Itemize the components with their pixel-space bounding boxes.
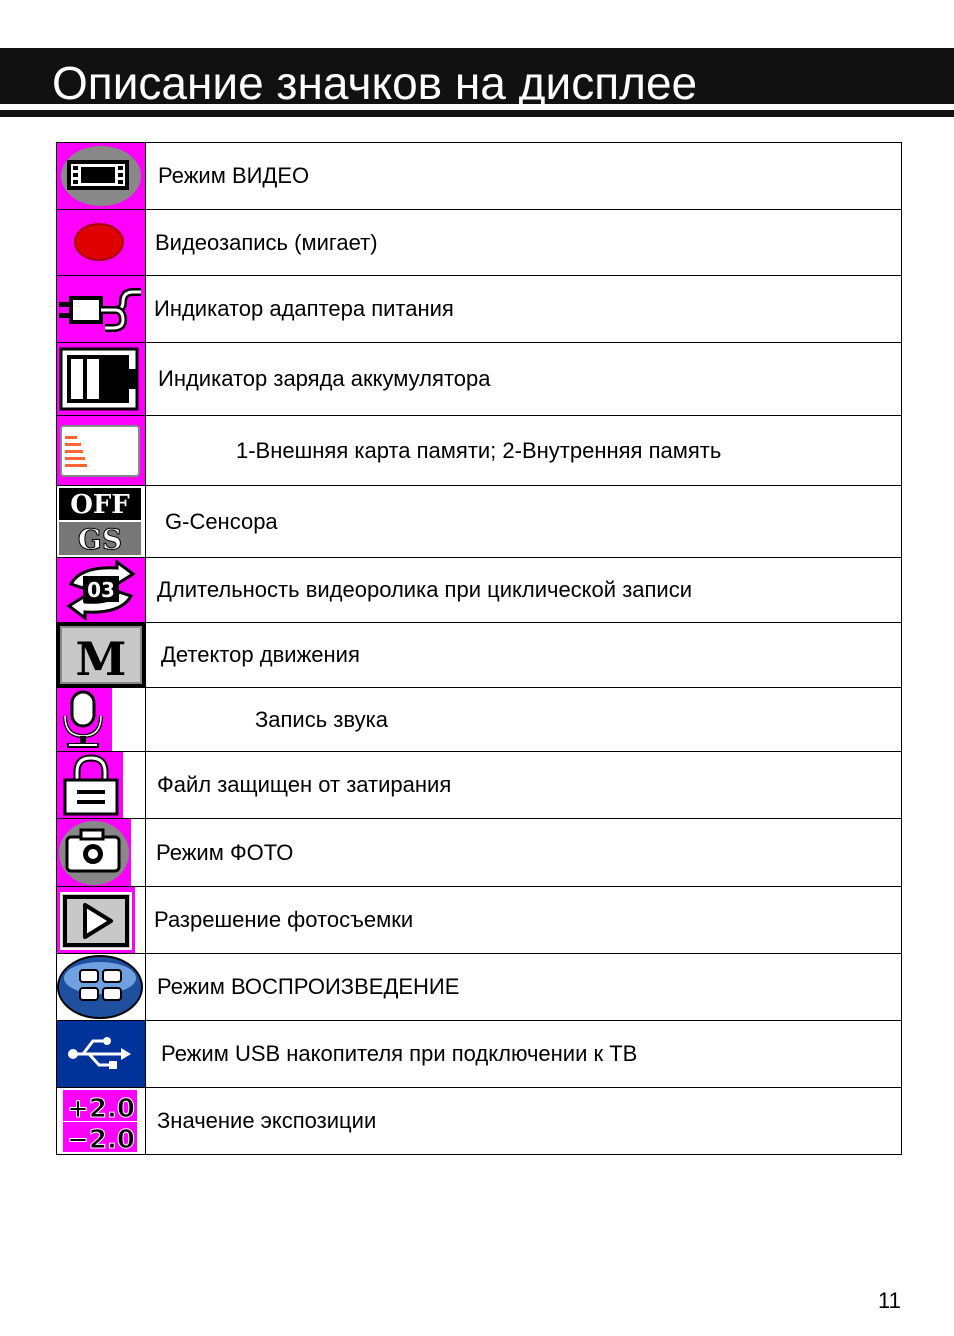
description-cell [146,623,901,687]
description-cell [146,276,901,342]
icon-cell [57,688,146,751]
table-row [57,1021,901,1088]
description-cell [146,416,901,485]
row-label: Значение экспозиции [157,1108,377,1133]
page-number: 11 [878,1288,901,1313]
recording-dot-icon [57,210,145,275]
video-mode-icon [57,143,145,209]
camera-icon [57,819,145,886]
usb-icon [57,1021,145,1087]
table-row [57,752,901,819]
row-label: Детектор движения [161,642,360,667]
row-label: Режим ВОСПРОИЗВЕДЕНИЕ [157,974,460,999]
exposure-icon [57,1088,145,1154]
table-row [57,887,901,954]
table-row [57,486,901,558]
table-row [57,343,901,416]
description-cell [146,143,901,209]
memory-card-icon [57,416,145,485]
row-label: Видеозапись (мигает) [155,229,378,255]
row-label: Индикатор адаптера питания [154,296,454,321]
description-cell [146,210,901,275]
icon-cell [57,143,146,209]
icon-cell [57,486,146,557]
row-label: Файл защищен от затирания [157,772,452,797]
icon-cell [57,954,146,1020]
icon-cell [57,1021,146,1087]
playback-mode-icon [57,954,145,1020]
description-cell [146,819,901,886]
description-cell [146,688,901,751]
row-label: G-Сенсора [165,508,278,534]
page-title: Описание значков на дисплее [52,57,698,109]
table-row [57,276,901,343]
loop-recording-icon [57,558,145,622]
description-cell [146,1021,901,1087]
description-cell [146,1088,901,1154]
icon-cell [57,887,146,953]
icon-cell [57,276,146,342]
table-row [57,143,901,210]
row-label: Длительность видеоролика при циклической записи [157,577,693,602]
icon-cell [57,210,146,275]
row-label: Запись звука [255,706,388,732]
row-label: Режим ВИДЕО [158,163,310,188]
header-underline [0,110,954,117]
motion-detector-icon [57,623,145,687]
icon-cell [57,343,146,415]
description-cell [146,887,901,953]
description-cell [146,486,901,557]
loop-duration-text: 03 [87,578,115,602]
icon-cell [57,1088,146,1154]
icon-cell [57,623,146,687]
row-label: 1-Внешняя карта памяти; 2-Внутренняя память [236,437,722,463]
description-cell [146,343,901,415]
table-row [57,688,901,752]
description-cell [146,558,901,622]
exposure-plus-text: +2.0 [67,1094,135,1124]
row-label: Разрешение фотосъемки [154,907,414,932]
table-row [57,1088,901,1155]
icon-cell [57,416,146,485]
description-cell [146,954,901,1020]
table-row [57,416,901,486]
table-row [57,623,901,688]
icon-cell [57,752,146,818]
row-label: Режим USB накопителя при подключении к ТВ [161,1041,638,1066]
battery-icon [57,343,145,415]
icon-table [56,142,902,1155]
description-cell [146,752,901,818]
power-adapter-icon [57,276,145,342]
table-row [57,819,901,887]
icon-cell [57,558,146,622]
table-row [57,558,901,623]
icon-cell [57,819,146,886]
g-sensor-gs-text: GS [77,523,123,556]
row-label: Режим ФОТО [156,839,294,865]
g-sensor-icon [57,486,145,557]
microphone-icon [57,688,145,751]
exposure-minus-text: −2.0 [67,1125,135,1154]
motion-letter: M [75,632,127,686]
table-row [57,954,901,1021]
g-sensor-off-text: OFF [70,490,130,520]
table-row [57,210,901,276]
row-label: Индикатор заряда аккумулятора [158,366,491,391]
photo-resolution-icon [57,887,145,953]
lock-icon [57,752,145,818]
